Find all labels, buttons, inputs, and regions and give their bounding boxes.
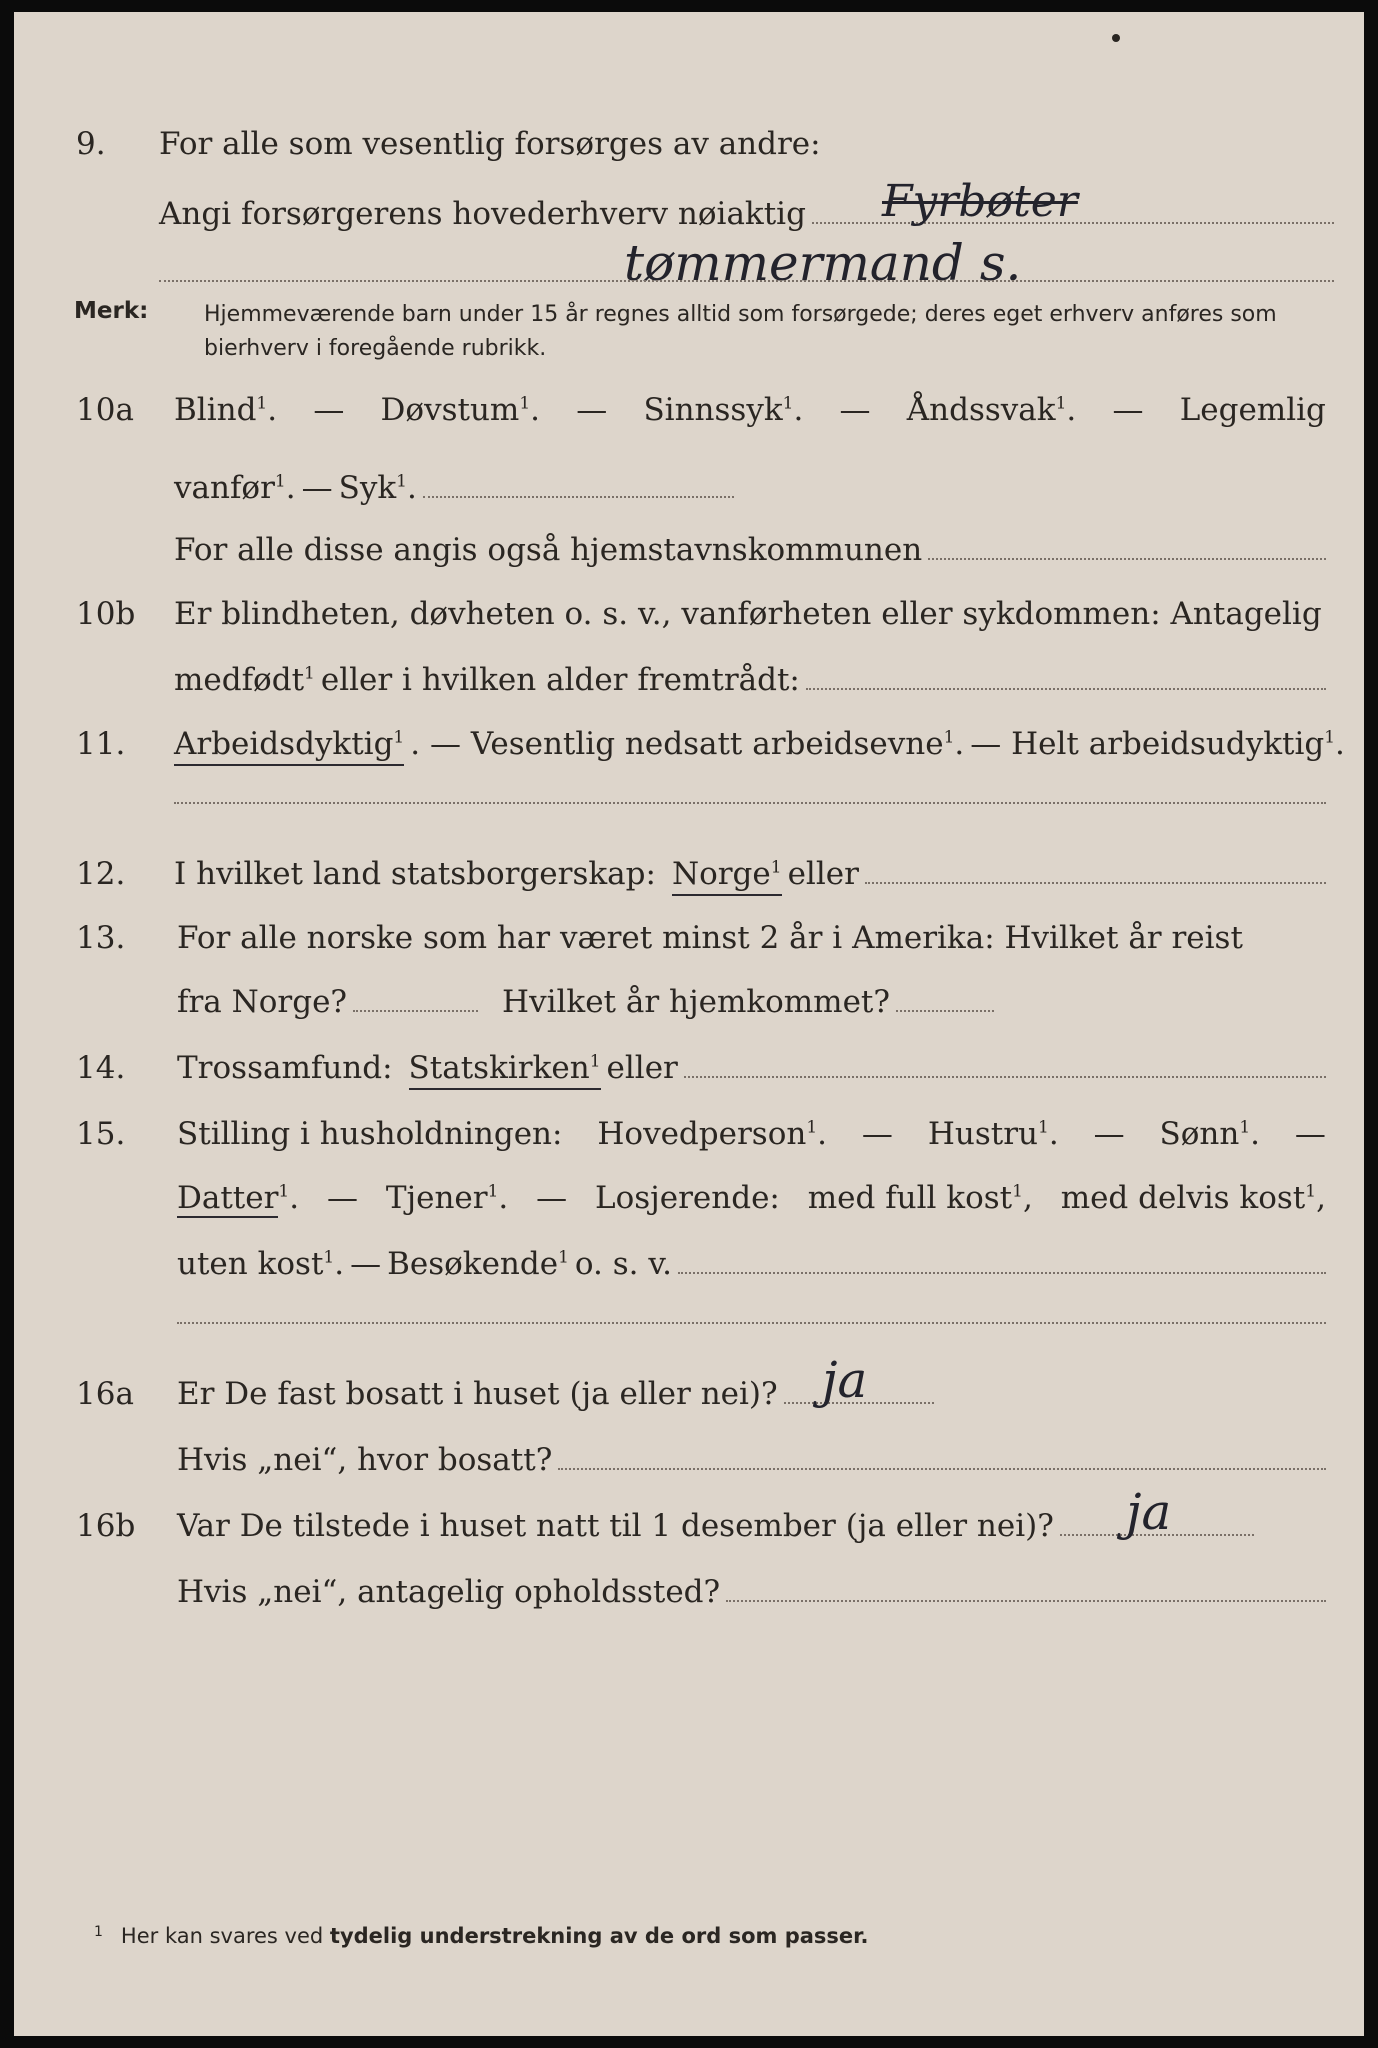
q10a-line-2: vanfør$^1$. — Syk$^1$. xyxy=(174,468,734,508)
question-number: 16a xyxy=(76,1376,134,1412)
merk-text: Hjemmeværende barn under 15 år regnes alltid som forsørgede; deres eget erhverv anføres som bierhverv i foregående rubrikk. xyxy=(204,302,1277,361)
q9-answer-line xyxy=(159,280,1334,282)
underlined-datter: Datter xyxy=(177,1180,279,1216)
handwritten-occupation: tømmermand s. xyxy=(624,234,1022,292)
underlined-norge: Norge$^1$ xyxy=(672,854,782,896)
handwritten-answer-16a: ja xyxy=(822,1351,868,1409)
question-number: 12. xyxy=(76,856,126,892)
q16a-line-1: Er De fast bosatt i huset (ja eller nei)? xyxy=(177,1374,934,1414)
q11-answer-line xyxy=(174,802,1326,804)
q9-line-1: For alle som vesentlig forsørges av andre: xyxy=(159,126,821,162)
underlined-statskirken: Statskirken$^1$ xyxy=(409,1048,601,1090)
footnote: $^1$ Her kan svares ved tydelig understrekning av de ord som passer. xyxy=(94,1924,869,1948)
q15-line-1: Stilling i husholdningen: Hovedperson$^1$. — Hustru$^1$. — Sønn$^1$. — xyxy=(177,1116,1326,1152)
question-number: 9. xyxy=(76,126,106,162)
q16b-line-2: Hvis „nei“, antagelig opholdssted? xyxy=(177,1572,1326,1612)
question-number: 14. xyxy=(76,1050,126,1086)
q9-line-2: Angi forsørgerens hovederhverv nøiaktig xyxy=(159,194,1334,234)
question-number: 16b xyxy=(76,1508,136,1544)
handwritten-answer-16b: ja xyxy=(1126,1483,1172,1541)
merk-label: Merk: xyxy=(74,298,149,324)
ink-speck xyxy=(1112,34,1120,42)
q10b-line-2: medfødt$^1$ eller i hvilken alder fremtrådt: xyxy=(174,660,1326,700)
q10b-line-1: Er blindheten, døvheten o. s. v., vanførheten eller sykdommen: Antagelig xyxy=(174,596,1322,632)
question-number: 10b xyxy=(76,596,136,632)
struck-handwritten-answer: Fyrbøter xyxy=(882,176,1078,227)
q16a-line-2: Hvis „nei“, hvor bosatt? xyxy=(177,1440,1326,1480)
question-number: 11. xyxy=(76,726,126,762)
q14-line: Trossamfund: Statskirken$^1$ eller xyxy=(177,1048,1326,1090)
q16b-line-1: Var De tilstede i huset natt til 1 desember (ja eller nei)? xyxy=(177,1506,1254,1546)
q13-line-1: For alle norske som har været minst 2 år i Amerika: Hvilket år reist xyxy=(177,920,1243,956)
q13-line-2: fra Norge? Hvilket år hjemkommet? xyxy=(177,982,994,1022)
q15-line-2: Datter$^1$. — Tjener$^1$. — Losjerende: med full kost$^1$, med delvis kost$^1$, xyxy=(177,1180,1326,1216)
q10a-line-1: Blind$^1$. — Døvstum$^1$. — Sinnssyk$^1$. — Åndssvak$^1$. — Legemlig xyxy=(174,392,1326,428)
q15-line-3: uten kost$^1$. — Besøkende$^1$ o. s. v. xyxy=(177,1244,1326,1284)
question-number: 15. xyxy=(76,1116,126,1152)
census-form-page xyxy=(14,12,1364,2036)
q12-line: I hvilket land statsborgerskap: Norge$^1$ eller xyxy=(174,854,1326,896)
q11-line-1: Arbeidsdyktig$^1$ . — Vesentlig nedsatt arbeidsevne$^1$. — Helt arbeidsudyktig$^1$. xyxy=(174,724,1326,766)
question-number: 10a xyxy=(76,392,134,428)
q10a-line-3: For alle disse angis også hjemstavnskommunen xyxy=(174,530,1326,570)
question-number: 13. xyxy=(76,920,126,956)
underlined-arbeidsdyktig: Arbeidsdyktig$^1$ xyxy=(174,724,404,766)
q15-answer-line xyxy=(177,1322,1326,1324)
